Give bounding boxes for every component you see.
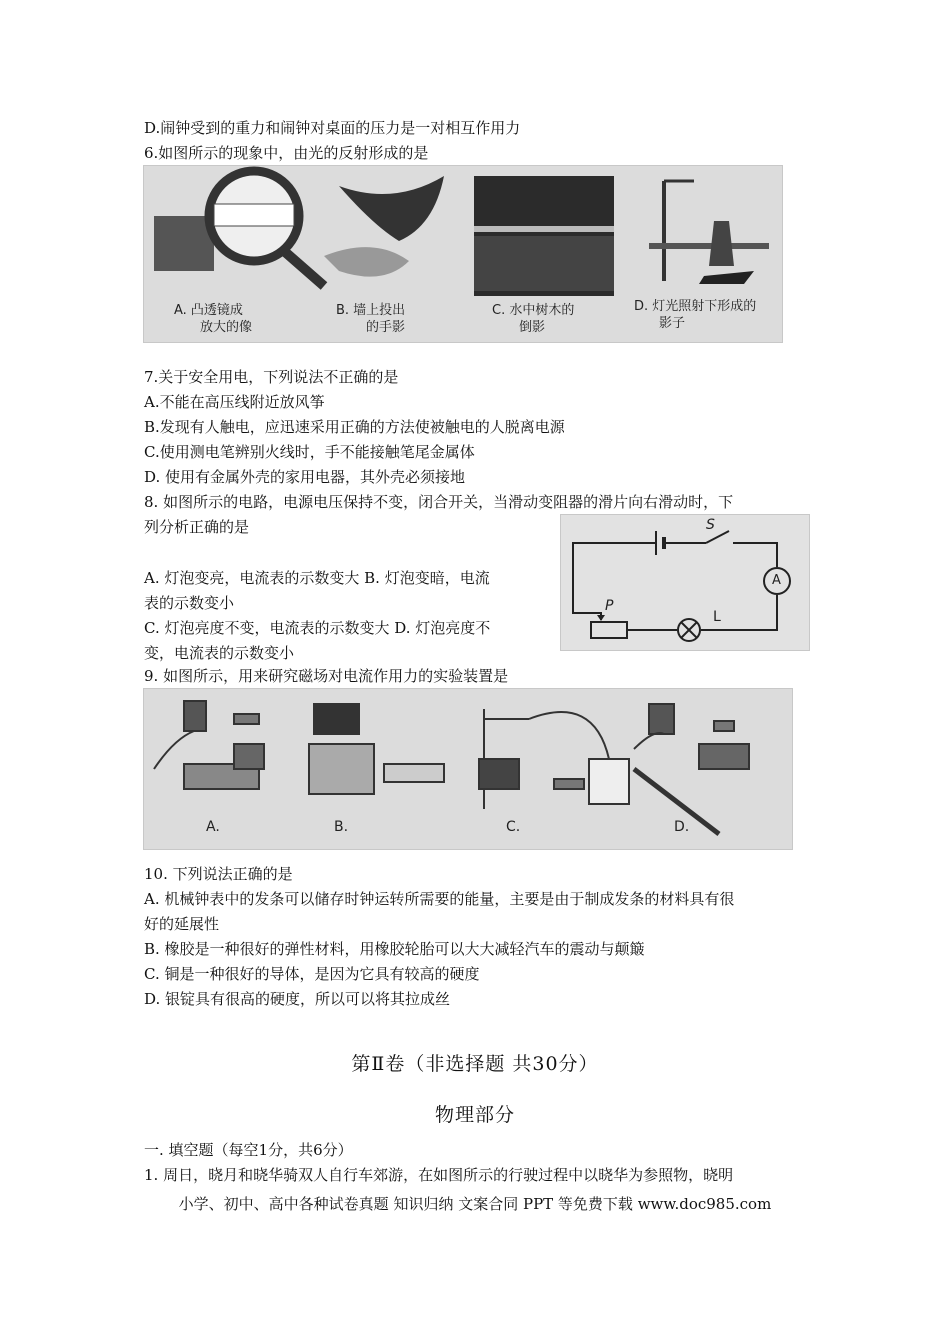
- q9-stem: 9. 如图所示，用来研究磁场对电流作用力的实验装置是: [144, 667, 509, 685]
- q7-stem: 7.关于安全用电，下列说法不正确的是: [144, 368, 399, 386]
- q10-option-d: D. 银锭具有很高的硬度，所以可以将其拉成丝: [144, 990, 451, 1008]
- part2-subtitle: 物理部分: [434, 1104, 515, 1126]
- magnifier-image: [154, 171, 324, 286]
- q6-caption-c-2: 倒影: [519, 320, 546, 335]
- q8-stem-2: 列分析正确的是: [144, 518, 250, 536]
- part2-title: 第Ⅱ卷（非选择题 共30分）: [351, 1053, 599, 1075]
- battery-b: [314, 704, 359, 734]
- battery-d: [649, 704, 674, 734]
- rheostat-body: [591, 622, 627, 638]
- hand-shadow-image: [324, 176, 444, 277]
- q8-circuit-figure: [560, 514, 810, 651]
- street-lamp-image: [649, 181, 769, 284]
- q9-figure: [143, 688, 793, 850]
- q7-option-a: A.不能在高压线附近放风筝: [144, 393, 325, 411]
- q9-label-a: A.: [206, 819, 220, 835]
- q7-option-c: C.使用测电笔辨别火线时，手不能接触笔尾金属体: [144, 443, 475, 461]
- q10-option-a-1: A. 机械钟表中的发条可以储存时钟运转所需要的能量，主要是由于制成发条的材料具有很: [144, 890, 735, 908]
- q8-options-ab-2: 表的示数变小: [144, 594, 235, 612]
- q6-caption-a-2: 放大的像: [200, 320, 253, 335]
- q9-label-d: D.: [674, 819, 690, 835]
- switch-label: S: [706, 517, 715, 533]
- q7-option-b: B.发现有人触电，应迅速采用正确的方法使被触电的人脱离电源: [144, 418, 565, 436]
- q10-option-a-2: 好的延展性: [144, 915, 220, 933]
- footer-text: 小学、初中、高中各种试卷真题 知识归纳 文案合同 PPT 等免费下载 www.doc985.com: [178, 1195, 772, 1213]
- q9-label-c: C.: [506, 819, 521, 835]
- q6-caption-b-2: 的手影: [366, 320, 406, 335]
- q6-caption-d-1: D. 灯光照射下形成的: [634, 299, 757, 314]
- q8-stem-1: 8. 如图所示的电路，电源电压保持不变，闭合开关，当滑动变阻器的滑片向右滑动时，下: [144, 493, 734, 511]
- q7-option-d: D. 使用有金属外壳的家用电器，其外壳必须接地: [144, 468, 466, 486]
- slider-label: P: [605, 598, 614, 614]
- meter-c: [589, 759, 629, 804]
- q10-option-c: C. 铜是一种很好的导体，是因为它具有较高的硬度: [144, 965, 480, 983]
- battery-a: [184, 701, 206, 731]
- section1-q1: 1. 周日，晓月和晓华骑双人自行车郊游，在如图所示的行驶过程中以晓华为参照物，晓明: [144, 1166, 734, 1184]
- lamp-label: L: [713, 609, 721, 625]
- q6-caption-b-1: B. 墙上投出: [336, 303, 406, 318]
- q10-option-b: B. 橡胶是一种很好的弹性材料，用橡胶轮胎可以大大减轻汽车的震动与颠簸: [144, 940, 645, 958]
- q8-options-ab-1: A. 灯泡变亮，电流表的示数变大 B. 灯泡变暗，电流: [144, 569, 490, 587]
- q10-stem: 10. 下列说法正确的是: [144, 865, 293, 883]
- ammeter-label: A: [772, 573, 781, 588]
- q6-caption-a-1: A. 凸透镜成: [174, 303, 243, 318]
- q9-label-b: B.: [334, 819, 349, 835]
- q8-options-cd-2: 变，电流表的示数变小: [144, 644, 295, 662]
- q5-option-d: D.闹钟受到的重力和闹钟对桌面的压力是一对相互作用力: [144, 119, 521, 137]
- q6-caption-d-2: 影子: [659, 316, 686, 331]
- q8-options-cd-1: C. 灯泡亮度不变，电流表的示数变大 D. 灯泡亮度不: [144, 619, 491, 637]
- q6-caption-c-1: C. 水中树木的: [492, 303, 575, 318]
- q6-stem: 6.如图所示的现象中，由光的反射形成的是: [144, 144, 429, 162]
- tree-reflection-image: [474, 176, 614, 296]
- q6-figure: [143, 165, 783, 343]
- section1-title: 一. 填空题（每空1分，共6分）: [144, 1141, 353, 1159]
- slider-arrow: [597, 615, 605, 621]
